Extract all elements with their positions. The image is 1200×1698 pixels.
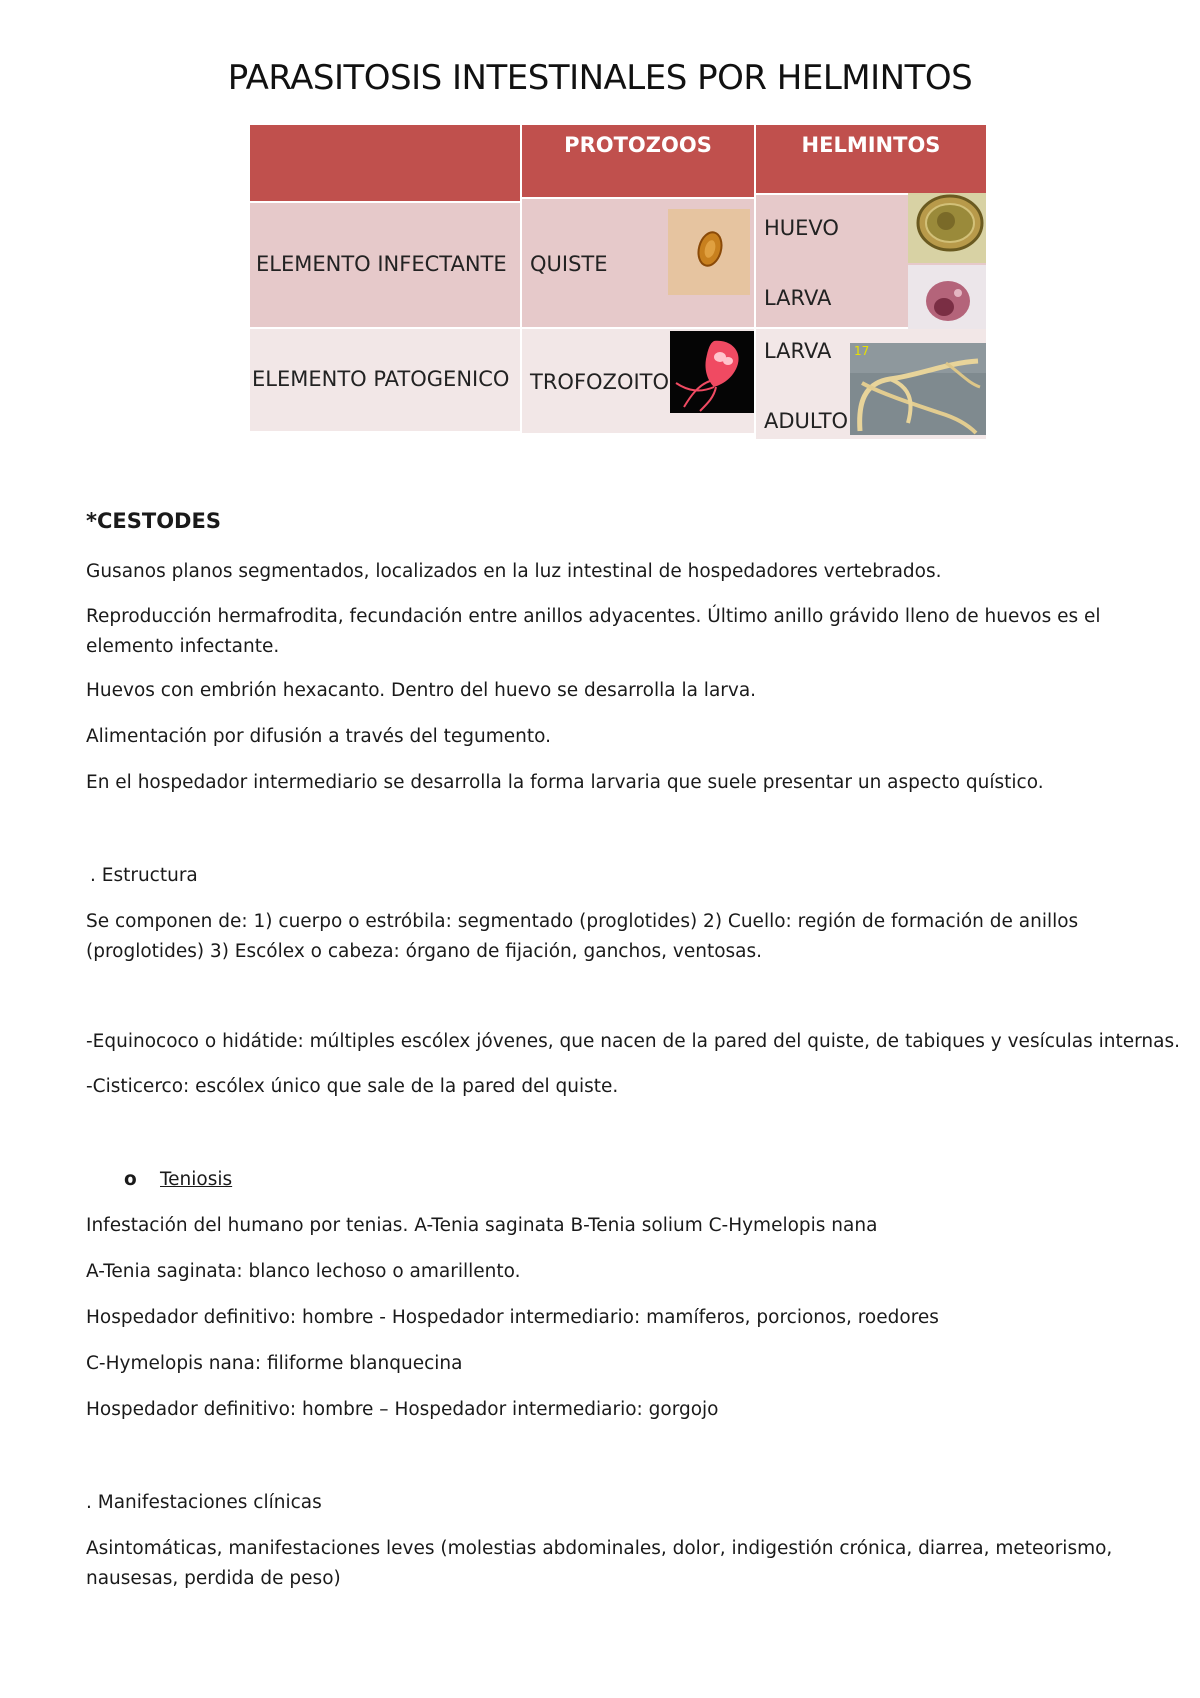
larva-micrograph-image [908,265,986,331]
section-heading-cestodes: *CESTODES [86,509,221,533]
cell-text-larva-infectante: LARVA [764,286,832,310]
cyst-micrograph-image [668,209,750,295]
adult-worm-photo-image [850,343,986,435]
egg-micrograph-drawing [908,193,986,263]
cestodes-paragraph-3: Huevos con embrión hexacanto. Dentro del huevo se desarrolla la larva. [86,680,757,701]
list-bullet: o [124,1169,137,1190]
row-label-elemento-patogenico: ELEMENTO PATOGENICO [252,367,510,391]
cestodes-paragraph-5: En el hospedador intermediario se desarrolla la forma larvaria que suele presentar un aspecto quístico. [86,772,1044,793]
egg-micrograph-image [908,193,986,263]
estructura-paragraph-1: Se componen de: 1) cuerpo o estróbila: segmentado (proglotides) 2) Cuello: región de formación de anillos (proglotides) 3) Escólex o cabeza: órgano de fijación, ganchos, ventosas. [86,911,1079,962]
section-heading-manifestaciones: . Manifestaciones clínicas [86,1492,322,1513]
cell-text-adulto: ADULTO [764,409,849,433]
estructura-paragraph-2: -Equinococo o hidátide: múltiples escólex jóvenes, que nacen de la pared del quiste, de tabiques y vesículas internas. [86,1031,1180,1052]
manifestaciones-paragraph-1: Asintomáticas, manifestaciones leves (molestias abdominales, dolor, indigestión crónica, diarrea, meteorismo, nausesas, perdida de peso) [86,1538,1113,1589]
table-header-protozoos: PROTOZOOS [522,125,754,197]
trophozoite-micrograph-image [670,331,754,413]
cell-text-huevo: HUEVO [764,216,839,240]
cell-text-larva-patogenica: LARVA [764,339,832,363]
cestodes-paragraph-1: Gusanos planos segmentados, localizados en la luz intestinal de hospedadores vertebrados. [86,561,942,582]
table-cell-larva-adulto [756,329,986,439]
cestodes-paragraph-4: Alimentación por difusión a través del tegumento. [86,726,552,747]
table-cell-huevo-larva [756,195,986,327]
table-header-empty [250,125,520,201]
table-row-infectante-label-cell [250,203,520,327]
teniosis-paragraph-1: Infestación del humano por tenias. A-Tenia saginata B-Tenia solium C-Hymelopis nana [86,1215,878,1236]
teniosis-paragraph-3: Hospedador definitivo: hombre - Hospedador intermediario: mamíferos, porcionos, roedores [86,1307,939,1328]
page-title: PARASITOSIS INTESTINALES POR HELMINTOS [227,58,973,98]
section-heading-teniosis: Teniosis [160,1169,233,1190]
photo-tag-number: 17 [854,344,870,358]
cell-text-quiste: QUISTE [530,252,608,276]
cell-text-trofozoito: TROFOZOITO [530,370,670,394]
section-heading-estructura: . Estructura [90,865,198,886]
cyst-micrograph-drawing [668,209,750,295]
row-label-elemento-infectante: ELEMENTO INFECTANTE [256,252,507,276]
teniosis-paragraph-2: A-Tenia saginata: blanco lechoso o amarillento. [86,1261,521,1282]
table-cell-quiste [522,199,754,327]
table-cell-trofozoito [522,329,754,433]
estructura-paragraph-3: -Cisticerco: escólex único que sale de la pared del quiste. [86,1076,619,1097]
cestodes-paragraph-2: Reproducción hermafrodita, fecundación entre anillos adyacentes. Último anillo grávido lleno de huevos es el elemento infectante. [86,606,1101,657]
teniosis-paragraph-4: C-Hymelopis nana: filiforme blanquecina [86,1353,463,1374]
table-row-patogenico-label-cell [250,329,520,431]
teniosis-paragraph-5: Hospedador definitivo: hombre – Hospedador intermediario: gorgojo [86,1399,719,1420]
table-header-helmintos: HELMINTOS [756,125,986,193]
larva-micrograph-drawing [908,265,986,331]
adult-worm-photo-drawing [850,343,986,435]
trophozoite-micrograph-drawing [670,331,754,413]
